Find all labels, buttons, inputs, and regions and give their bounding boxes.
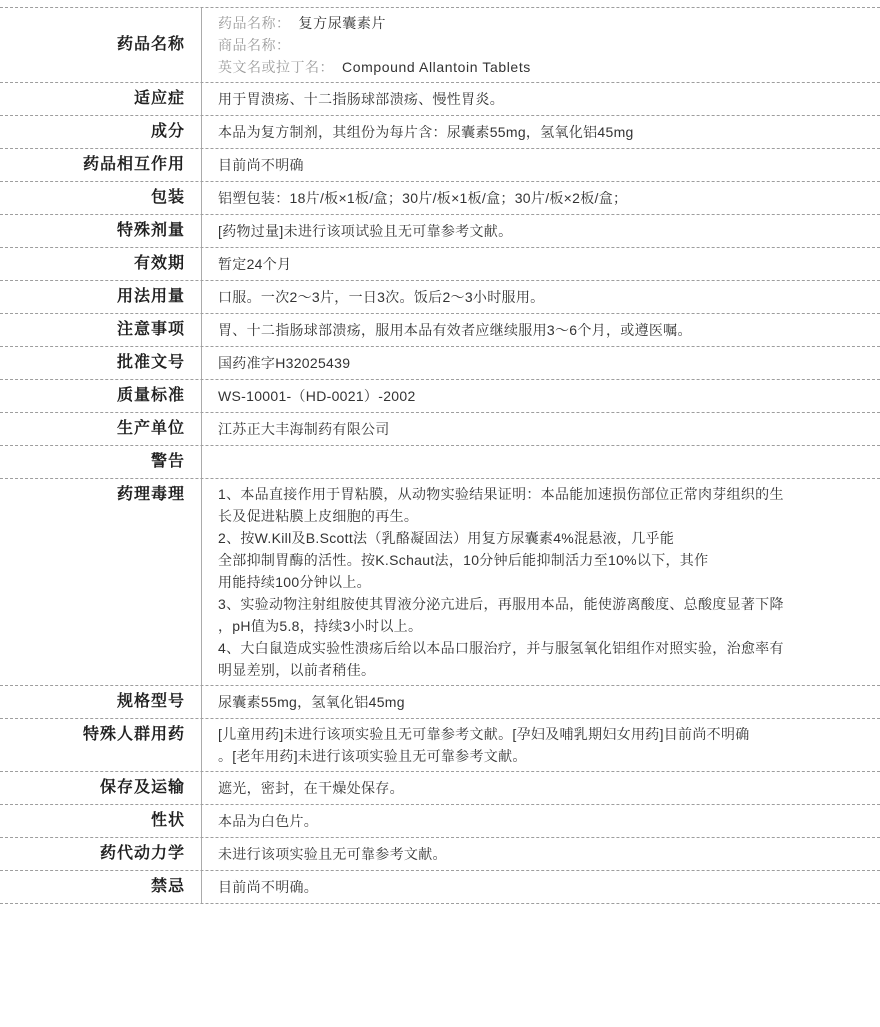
field-key: 英文名或拉丁名： [218, 59, 334, 75]
content-line: 2、按W.Kill及B.Scott法（乳酪凝固法）用复方尿囊素4%混悬液，几乎能 [218, 530, 675, 546]
row-label: 质量标准 [0, 380, 202, 412]
row-content [202, 686, 880, 718]
content-line: 口服。一次2～3片，一日3次。饭后2～3小时服用。 [218, 289, 545, 305]
table-row [0, 871, 880, 904]
row-label: 警告 [0, 446, 202, 478]
row-label: 有效期 [0, 248, 202, 280]
row-label: 药代动力学 [0, 838, 202, 870]
table-row [0, 149, 880, 182]
row-content [202, 719, 880, 771]
row-label: 禁忌 [0, 871, 202, 903]
table-row [0, 772, 880, 805]
table-row [0, 479, 880, 686]
content-line: 遮光，密封，在干燥处保存。 [218, 780, 404, 796]
row-label: 注意事项 [0, 314, 202, 346]
row-label: 特殊剂量 [0, 215, 202, 247]
row-label: 生产单位 [0, 413, 202, 445]
content-line: [药物过量]未进行该项试验且无可靠参考文献。 [218, 223, 513, 239]
row-content [202, 772, 880, 804]
table-row [0, 116, 880, 149]
content-line: 目前尚不明确 [218, 157, 304, 173]
row-label: 性状 [0, 805, 202, 837]
row-content [202, 805, 880, 837]
row-content [202, 380, 880, 412]
row-content [202, 347, 880, 379]
content-line: WS-10001-（HD-0021）-2002 [218, 388, 416, 404]
content-line: 用于胃溃疡、十二指肠球部溃疡、慢性胃炎。 [218, 91, 504, 107]
content-line: 4、大白鼠造成实验性溃疡后给以本品口服治疗，并与服氢氧化铝组作对照实验，治愈率有 [218, 640, 784, 656]
table-row [0, 380, 880, 413]
row-label: 保存及运输 [0, 772, 202, 804]
row-label: 包装 [0, 182, 202, 214]
table-row [0, 413, 880, 446]
row-content [202, 215, 880, 247]
table-row [0, 83, 880, 116]
name-field-line [218, 34, 868, 56]
content-line: 全部抑制胃酶的活性。按K.Schaut法，10分钟后能抑制活力至10%以下，其作 [218, 552, 709, 568]
table-row [0, 347, 880, 380]
row-label: 药理毒理 [0, 479, 202, 685]
row-content [202, 479, 880, 685]
row-label: 药品相互作用 [0, 149, 202, 181]
content-line: 长及促进粘膜上皮细胞的再生。 [218, 508, 419, 524]
content-line: 铝塑包装：18片/板×1板/盒；30片/板×1板/盒；30片/板×2板/盒； [218, 190, 628, 206]
row-content [202, 116, 880, 148]
content-line: 用能持续100分钟以上。 [218, 574, 371, 590]
row-content [202, 182, 880, 214]
table-row [0, 281, 880, 314]
content-line: 尿囊素55mg，氢氧化铝45mg [218, 694, 405, 710]
row-content [202, 871, 880, 903]
table-row [0, 215, 880, 248]
row-content [202, 446, 880, 478]
content-line: 本品为复方制剂，其组份为每片含：尿囊素55mg，氢氧化铝45mg [218, 124, 634, 140]
row-label: 批准文号 [0, 347, 202, 379]
content-line: 江苏正大丰海制药有限公司 [218, 421, 390, 437]
content-line: 胃、十二指肠球部溃疡，服用本品有效者应继续服用3～6个月，或遵医嘱。 [218, 322, 692, 338]
content-line: ，pH值为5.8，持续3小时以上。 [218, 618, 423, 634]
row-label: 规格型号 [0, 686, 202, 718]
name-field-line [218, 56, 868, 78]
table-row [0, 805, 880, 838]
field-value: Compound Allantoin Tablets [342, 59, 531, 75]
drug-info-table [0, 7, 880, 904]
row-content [202, 413, 880, 445]
table-row [0, 719, 880, 772]
row-label: 用法用量 [0, 281, 202, 313]
content-line: 本品为白色片。 [218, 813, 319, 829]
field-key: 药品名称： [218, 15, 291, 31]
row-label: 药品名称 [0, 8, 202, 82]
content-line: [儿童用药]未进行该项实验且无可靠参考文献。[孕妇及哺乳期妇女用药]目前尚不明确 [218, 726, 750, 742]
content-line: 暂定24个月 [218, 256, 292, 272]
row-content [202, 248, 880, 280]
content-line: 未进行该项实验且无可靠参考文献。 [218, 846, 447, 862]
content-line: 1、本品直接作用于胃粘膜，从动物实验结果证明：本品能加速损伤部位正常肉芽组织的生 [218, 486, 784, 502]
name-field-line [218, 12, 868, 34]
table-row [0, 446, 880, 479]
content-line: 明显差别，以前者稍佳。 [218, 662, 376, 678]
row-content [202, 281, 880, 313]
content-line: 3、实验动物注射组胺使其胃液分泌亢进后，再服用本品，能使游离酸度、总酸度显著下降 [218, 596, 784, 612]
row-label: 成分 [0, 116, 202, 148]
field-value: 复方尿囊素片 [298, 15, 387, 31]
table-row [0, 248, 880, 281]
table-row [0, 686, 880, 719]
table-row [0, 314, 880, 347]
row-label: 适应症 [0, 83, 202, 115]
table-row [0, 8, 880, 83]
row-content [202, 314, 880, 346]
table-row [0, 182, 880, 215]
row-content [202, 83, 880, 115]
row-label: 特殊人群用药 [0, 719, 202, 771]
content-line: 。[老年用药]未进行该项实验且无可靠参考文献。 [218, 748, 527, 764]
row-content [202, 838, 880, 870]
row-content [202, 149, 880, 181]
content-line: 国药准字H32025439 [218, 355, 351, 371]
table-row [0, 838, 880, 871]
field-key: 商品名称： [218, 37, 291, 53]
content-line: 目前尚不明确。 [218, 879, 319, 895]
row-content [202, 8, 880, 82]
